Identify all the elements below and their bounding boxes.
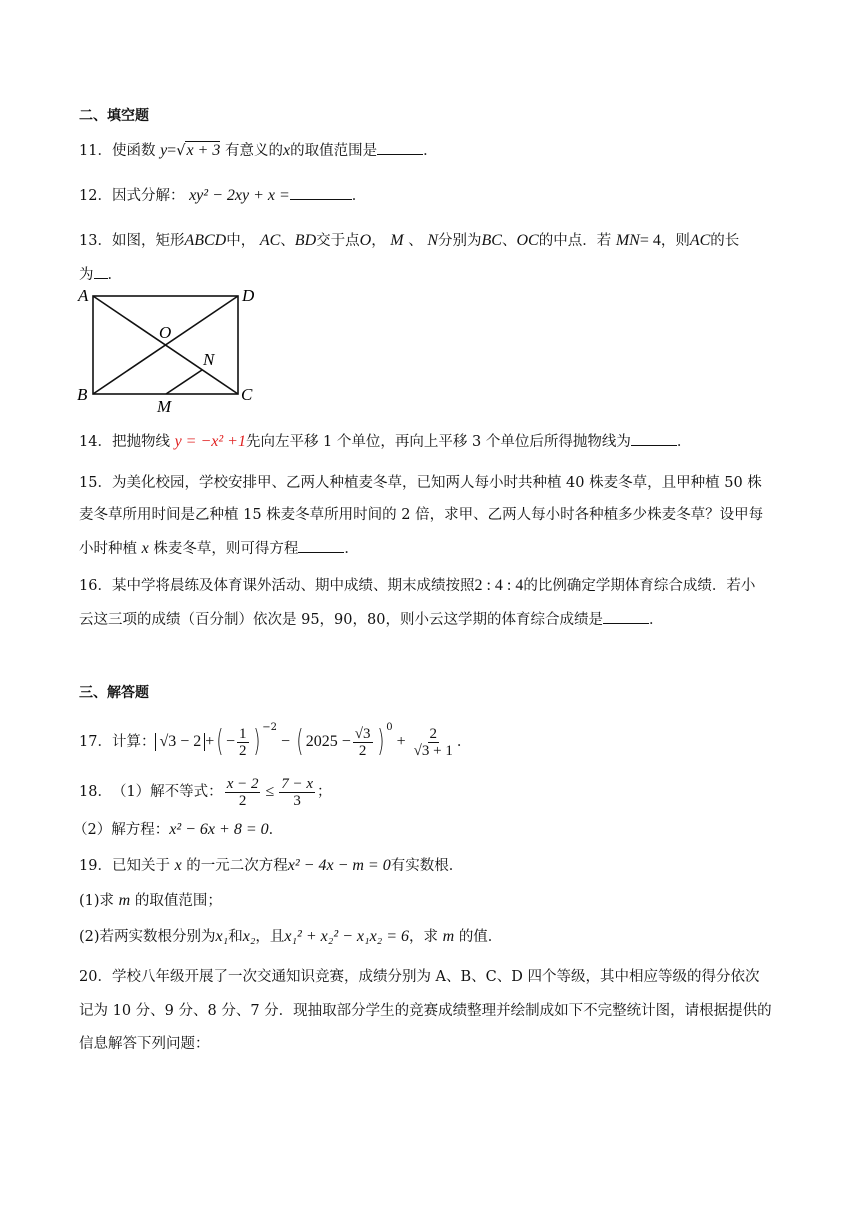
question-19: 19．已知关于 x 的一元二次方程x² − 4x − m = 0有实数根． bbox=[79, 857, 464, 874]
answer-blank-13[interactable] bbox=[94, 264, 108, 279]
question-19-part1: (1)求 m 的取值范围； bbox=[79, 892, 222, 909]
question-18-part2: （2）解方程：x² − 6x + 8 = 0． bbox=[73, 821, 284, 838]
question-11: 11．使函数 y=√x + 3 有意义的x的取值范围是 ． bbox=[79, 142, 438, 159]
question-20-line3: 信息解答下列问题： bbox=[79, 1036, 210, 1052]
question-14: 14．把抛物线 y = −x² +1先向左平移 1 个单位，再向上平移 3 个单位后所得抛物线为 ． bbox=[79, 433, 692, 450]
answer-blank-15[interactable] bbox=[298, 538, 344, 553]
segment-mn bbox=[166, 370, 202, 394]
question-13-line2: 为 ． bbox=[79, 264, 122, 285]
question-17: 17． 计算： √3 − 2 + ( − $\frac{1}{2}$ ) −2 − ( 2025 − $\frac{√3}{2}$ ) 0 + $\frac{2}{√3 + 1}$ ． bbox=[79, 722, 472, 759]
answer-blank-14[interactable] bbox=[631, 431, 677, 446]
parabola-expression: y = −x² +1 bbox=[174, 433, 246, 450]
label-c: C bbox=[241, 385, 253, 404]
label-o: O bbox=[159, 323, 172, 342]
label-b: B bbox=[77, 385, 88, 404]
question-19-part2: (2)若两实数根分别为x₁和x₂，且x₁² + x₂² − x₁x₂ = 6，求 m 的值． bbox=[79, 928, 503, 945]
label-d: D bbox=[242, 286, 255, 305]
question-15-line3: 小时种植 x 株麦冬草，则可得方程 ． bbox=[79, 540, 359, 557]
answer-blank-16[interactable] bbox=[603, 609, 649, 624]
answer-blank-11[interactable] bbox=[377, 140, 423, 155]
question-18: 18． （1）解不等式： $\frac{x - 2}{2}$ ≤ $\frac{7 - x}{3}$ ； bbox=[79, 775, 332, 809]
section-title-solve: 三、解答题 bbox=[79, 685, 149, 701]
question-15-line2: 麦冬草所用时间是乙种植 15 株麦冬草所用时间的 2 倍，求甲、乙两人每小时各种植多少株麦冬草？设甲每 bbox=[79, 507, 764, 523]
q11-number: 11． bbox=[79, 143, 112, 159]
rectangle-figure bbox=[74, 284, 264, 414]
question-15: 15．为美化校园，学校安排甲、乙两人种植麦冬草，已知两人每小时共种植 40 株麦冬草，且甲种植 50 株 bbox=[79, 475, 762, 491]
question-13: 13．如图，矩形ABCD中， AC、BD交于点O， M 、 N分别为BC、OC的中点．若 MN= 4，则AC的长 bbox=[79, 232, 740, 249]
question-20: 20．学校八年级开展了一次交通知识竞赛，成绩分别为 A、B、C、D 四个等级，其中相应等级的得分依次 bbox=[79, 969, 760, 985]
question-16-line2: 云这三项的成绩（百分制）依次是 95，90，80，则小云这学期的体育综合成绩是 ． bbox=[79, 609, 663, 630]
label-a: A bbox=[78, 286, 89, 305]
answer-blank-12[interactable] bbox=[290, 185, 352, 200]
question-16: 16．某中学将晨练及体育课外活动、期中成绩、期末成绩按照2 : 4 : 4的比例确定学期体育综合成绩．若小 bbox=[79, 577, 756, 594]
question-20-line2: 记为 10 分、9 分、8 分、7 分．现抽取部分学生的竞赛成绩整理并绘制成如下不完整统计图，请根据提供的 bbox=[79, 1003, 772, 1019]
label-m: M bbox=[157, 397, 172, 414]
label-n: N bbox=[203, 350, 215, 369]
section-title-fill-in: 二、填空题 bbox=[79, 108, 149, 124]
question-12: 12．因式分解： xy² − 2xy + x = ． bbox=[79, 187, 367, 204]
